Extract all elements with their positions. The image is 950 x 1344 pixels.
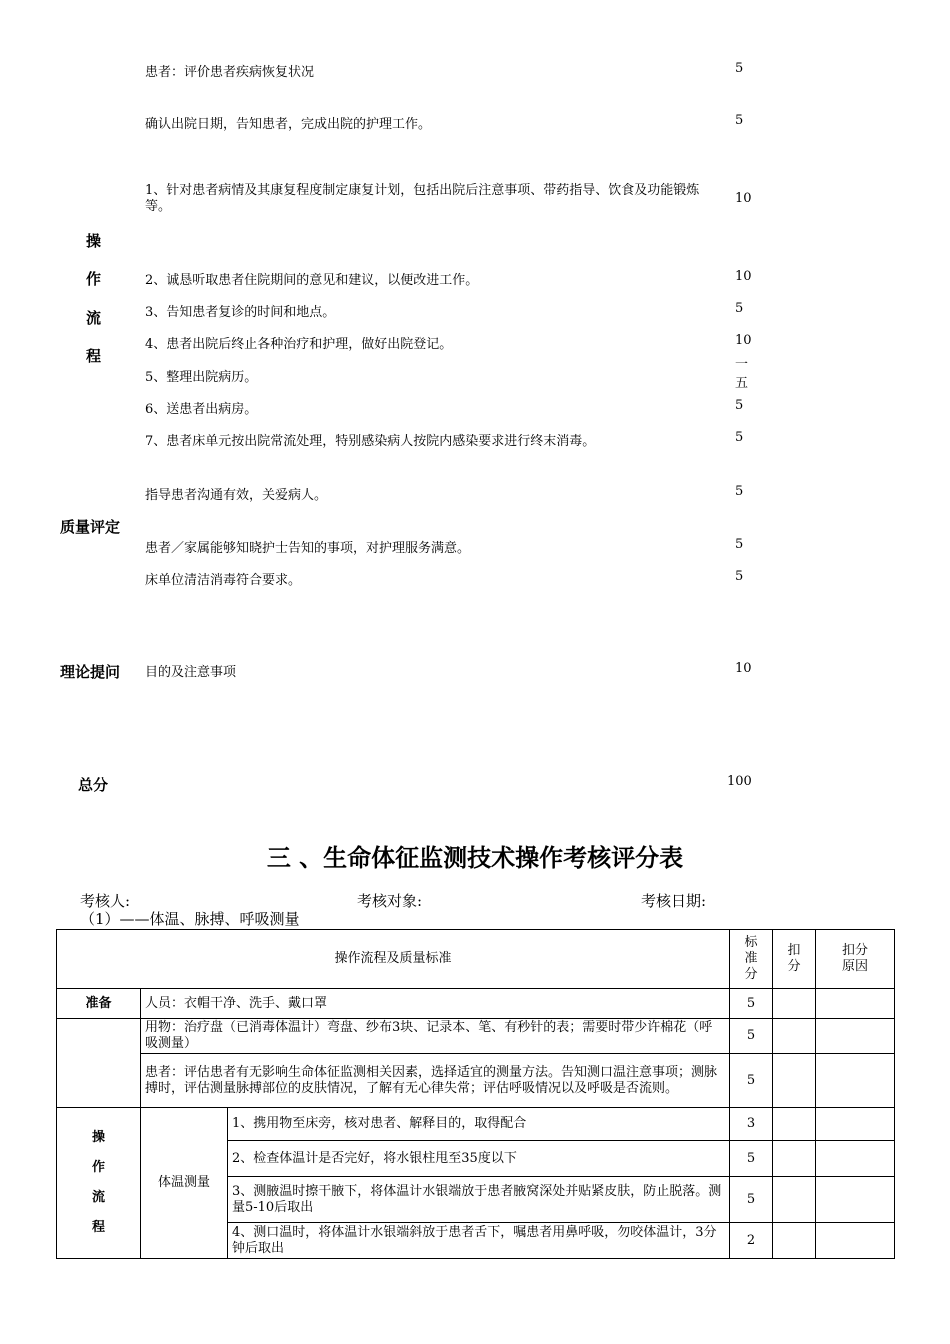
criteria-text: 3、告知患者复诊的时间和地点。: [145, 305, 336, 320]
deduct-cell[interactable]: [773, 1141, 816, 1177]
operation-label-char: 流: [86, 309, 102, 327]
header-standard-char: 标: [744, 935, 758, 950]
criteria-score: 5: [735, 569, 744, 584]
criteria-score: 5: [735, 113, 744, 128]
header-standard: [730, 930, 773, 989]
criteria-text: 7、患者床单元按出院常流处理，特别感染病人按院内感染要求进行终末消毒。: [145, 434, 596, 449]
row-score: 5: [730, 1177, 773, 1223]
total-label: 总分: [78, 776, 109, 794]
header-standard-char: 分: [744, 967, 758, 982]
operation-label-char: 作: [86, 270, 102, 288]
header-deduct-char: 扣: [787, 943, 801, 958]
operation-label-char: 操: [86, 232, 102, 250]
criteria-score: 5: [735, 430, 744, 445]
header-deduct: [773, 930, 816, 989]
criteria-score: 5: [735, 537, 744, 552]
row-text: 2、检查体温计是否完好，将水银柱甩至35度以下: [228, 1141, 730, 1177]
criteria-text: 目的及注意事项: [145, 665, 237, 680]
scoring-table: [56, 929, 895, 1259]
row-text: 3、测腋温时擦干腋下，将体温计水银端放于患者腋窝深处并贴紧皮肤，防止脱落。测量5-10后取出: [228, 1177, 730, 1223]
criteria-text: 2、诚恳听取患者住院期间的意见和建议，以便改进工作。: [145, 273, 479, 288]
reason-cell[interactable]: [816, 1054, 895, 1108]
reason-cell[interactable]: [816, 1177, 895, 1223]
target-label: 考核对象:: [357, 892, 423, 910]
criteria-text: 1、针对患者病情及其康复程度制定康复计划，包括出院后注意事项、带药指导、饮食及功能锻炼等。: [145, 183, 700, 214]
op-label-char: 程: [91, 1220, 105, 1235]
criteria-text: 5、整理出院病历。: [145, 370, 258, 385]
row-score: 5: [730, 989, 773, 1019]
table-header-row: [57, 930, 895, 989]
criteria-score: 10: [735, 269, 752, 284]
criteria-score: 5: [735, 61, 744, 76]
total-score: 100: [727, 774, 752, 789]
section-subtitle: （1）——体温、脉搏、呼吸测量: [80, 910, 300, 928]
row-score: 5: [730, 1054, 773, 1108]
criteria-score: 5: [735, 398, 744, 413]
criteria-text: 6、送患者出病房。: [145, 402, 258, 417]
table-row: [57, 1108, 895, 1141]
section-title: 三 、生命体征监测技术操作考核评分表: [266, 844, 684, 872]
criteria-text: 床单位清洁消毒符合要求。: [145, 573, 302, 588]
prep-label: 准备: [57, 989, 141, 1019]
reason-cell[interactable]: [816, 1108, 895, 1141]
table-row: [57, 989, 895, 1019]
reason-cell[interactable]: [816, 1141, 895, 1177]
header-deduct-char: 分: [787, 959, 801, 974]
criteria-score: 一五: [735, 357, 749, 391]
temp-label: 体温测量: [141, 1108, 228, 1259]
row-text: 用物：治疗盘（已消毒体温计）弯盘、纱布3块、记录本、笔、有秒针的表；需要时带少许棉花（呼吸测量）: [141, 1019, 730, 1054]
header-reason-line: 扣分: [842, 943, 869, 958]
row-text: 人员：衣帽干净、洗手、戴口罩: [141, 989, 730, 1019]
deduct-cell[interactable]: [773, 1108, 816, 1141]
criteria-text: 指导患者沟通有效，关爱病人。: [145, 488, 328, 503]
criteria-text: 4、患者出院后终止各种治疗和护理，做好出院登记。: [145, 337, 453, 352]
criteria-text: 确认出院日期，告知患者，完成出院的护理工作。: [145, 117, 432, 132]
op-label-char: 作: [91, 1160, 105, 1175]
row-score: 5: [730, 1019, 773, 1054]
criteria-score: 10: [735, 191, 752, 206]
header-reason: [816, 930, 895, 989]
date-label: 考核日期:: [641, 892, 707, 910]
examiner-label: 考核人:: [80, 892, 131, 910]
criteria-score: 10: [735, 661, 752, 676]
row-text: 4、测口温时，将体温计水银端斜放于患者舌下，嘱患者用鼻呼吸，勿咬体温计，3分钟后取出: [228, 1223, 730, 1259]
operation-label-char: 程: [86, 347, 102, 365]
criteria-score: 10: [735, 333, 752, 348]
criteria-text: 患者／家属能够知晓护士告知的事项，对护理服务满意。: [145, 541, 471, 556]
prep-empty-cell: [57, 1019, 141, 1108]
header-standard-char: 准: [744, 951, 758, 966]
row-text: 患者：评估患者有无影响生命体征监测相关因素，选择适宜的测量方法。告知测口温注意事项；测脉搏时，评估测量脉搏部位的皮肤情况，了解有无心律失常；评估呼吸情况以及呼吸是否流则。: [141, 1054, 730, 1108]
reason-cell[interactable]: [816, 1223, 895, 1259]
row-text: 1、携用物至床旁，核对患者、解释目的，取得配合: [228, 1108, 730, 1141]
criteria-score: 5: [735, 301, 744, 316]
reason-cell[interactable]: [816, 1019, 895, 1054]
table-row: [57, 1019, 895, 1054]
row-score: 5: [730, 1141, 773, 1177]
theory-label: 理论提问: [60, 663, 121, 681]
header-process: 操作流程及质量标准: [57, 930, 730, 989]
op-label-char: 操: [91, 1130, 105, 1145]
deduct-cell[interactable]: [773, 1223, 816, 1259]
op-label-char: 流: [91, 1190, 105, 1205]
deduct-cell[interactable]: [773, 1177, 816, 1223]
quality-label: 质量评定: [60, 518, 121, 536]
deduct-cell[interactable]: [773, 1054, 816, 1108]
deduct-cell[interactable]: [773, 989, 816, 1019]
reason-cell[interactable]: [816, 989, 895, 1019]
criteria-text: 患者：评价患者疾病恢复状况: [145, 65, 315, 80]
row-score: 2: [730, 1223, 773, 1259]
op-label: [57, 1108, 141, 1259]
table-row: [57, 1054, 895, 1108]
criteria-score: 5: [735, 484, 744, 499]
deduct-cell[interactable]: [773, 1019, 816, 1054]
header-reason-line: 原因: [842, 959, 869, 974]
row-score: 3: [730, 1108, 773, 1141]
